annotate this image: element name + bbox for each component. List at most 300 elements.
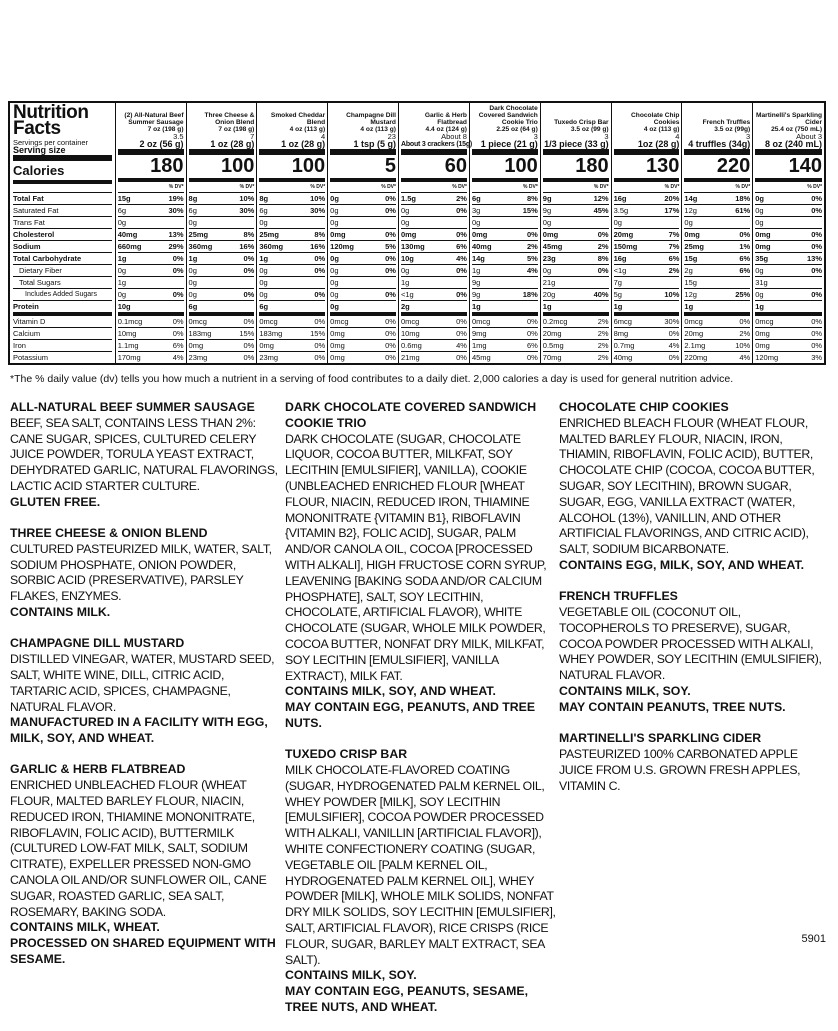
nutrient-amount: 9g [471,290,481,299]
calories-value: 60 [401,155,467,182]
nutrient-row-potassium [189,351,255,363]
nutrient-row-protein [330,300,396,312]
nutrient-dv: 40% [593,290,609,299]
product-column [116,103,187,363]
nutrient-amount: 20mg [684,329,704,338]
product-name: Tuxedo Crisp Bar [554,119,609,126]
nutrient-amount: 35g [755,254,769,263]
panel-title: Nutrition Facts [13,102,89,139]
servings-per-container: 3 [604,132,609,141]
nutrient-dv: 0% [172,317,184,326]
product-name: Smoked Cheddar Blend [270,112,326,126]
nutrient-row-addsug [118,288,184,300]
nutrient-amount: <1g [613,266,627,275]
nutrient-label-vitd [13,312,112,327]
nutrient-row-calcium [401,327,467,339]
nutrient-amount: <1g [400,290,414,299]
nutrient-dv: 45% [593,206,609,215]
nutrient-amount: 360mg [259,242,284,251]
nutrient-amount: 45mg [542,242,563,251]
ingredient-block [10,526,282,621]
nutrient-label: Cholesterol [13,230,55,239]
item-code: 5901 [801,933,826,945]
nutrient-row-fat [401,192,467,204]
nutrient-amount: 0.5mg [542,341,564,350]
nutrient-row-addsug [614,288,680,300]
nutrient-row-chol [118,228,184,240]
nutrient-dv: 0% [811,341,823,350]
nutrient-amount: 0g [188,218,197,227]
nutrient-dv: 16% [239,242,255,251]
nutrient-row-vitd [684,312,750,327]
product-name: French Truffles [702,119,751,126]
dv-header: % DV* [310,184,326,190]
nutrient-amount: 23mg [259,353,279,362]
nutrient-label: Potassium [13,353,49,362]
nutrient-amount: 0mg [330,353,345,362]
nutrient-row-chol [401,228,467,240]
servings-per-container: 3 [533,132,538,141]
serving-size: 1/3 piece (33 g) [543,140,609,155]
nutrient-amount: 0g [613,218,622,227]
nutrient-row-satfat [118,204,184,216]
nutrient-dv: 5% [526,254,538,263]
nutrient-row-protein [189,300,255,312]
nutrient-row-trans [189,216,255,228]
nutrient-row-fiber [684,264,750,276]
product-column [187,103,258,363]
nutrient-row-addsug [401,288,467,300]
nutrient-row-carb [755,252,822,264]
nutrient-dv: 1% [739,242,751,251]
nutrient-amount: 360mg [188,242,213,251]
nutrient-dv: 0% [243,290,255,299]
nutrient-label: Total Carbohydrate [13,254,82,263]
nutrient-amount: 0mg [684,230,700,239]
servings-per-container: 4 [320,132,326,141]
nutrient-dv: 0% [243,254,255,263]
nutrient-amount: 0g [259,278,268,287]
nutrient-amount: 6g [188,302,198,311]
nutrient-amount: 6g [259,302,269,311]
nutrient-dv: 0% [526,230,538,239]
nutrient-amount: 1g [542,302,552,311]
ingredient-list: DARK CHOCOLATE (SUGAR, CHOCOLATE LIQUOR, COCOA BUTTER, MILKFAT, SOY LECITHIN [EMULSIFIER], VANILLA), COOKIE (UNBLEACHED ENRICHED FLOUR [WHEAT FLOUR, NIACIN, REDUCED IRON, THIAMINE MONONITRATE {VITAMIN B1}, RIBOFLAVIN {VITAMIN B2}, FOLIC ACID], SUGAR, PALM AND/OR CANOLA OIL, COCOA [PROCESSED WITH ALKALI], HIGH FRUCTOSE CORN SYRUP, LEAVENING [BAKING SODA AND/OR CALCIUM PHOSPHATE], SALT, SOY LECITHIN, CHOCOLATE, ARTIFICIAL FLAVOR), WHITE CHOCOLATE (SUGAR, WHOLE MILK POWDER, COCOA BUTTER, NONFAT DRY MILK, MILKFAT, SOY LECITHIN [EMULSIFIER], VANILLA EXTRACT), MILK FAT. [285,431,547,683]
nutrient-dv: 4% [739,353,751,362]
nutrient-row-carb [401,252,467,264]
nutrient-dv: 0% [385,266,396,275]
ingredient-title: TUXEDO CRISP BAR [285,747,408,762]
nutrient-row-chol [614,228,680,240]
dv-header: % DV* [807,184,823,190]
nutrient-amount: 2g [400,302,410,311]
nutrient-dv: 20% [664,194,680,203]
nutrient-amount: 0g [330,266,339,275]
ingredient-block [285,747,557,1016]
nutrient-amount: 9mg [471,329,487,338]
product-heading [189,103,255,133]
nutrient-dv: 13% [807,254,823,263]
nutrient-row-fiber [259,264,325,276]
product-heading [684,103,750,133]
ingredients-column-2 [285,400,557,1031]
nutrient-amount: 0mcg [471,317,491,326]
nutrient-dv: 0% [172,329,184,338]
product-heading [118,103,184,133]
nutrient-amount: 0mcg [400,317,420,326]
nutrient-row-vitd [755,312,822,327]
nutrient-row-trans [330,216,396,228]
nutrient-dv: 0% [385,329,396,338]
product-column [470,103,541,363]
nutrient-dv: 61% [735,206,751,215]
nutrient-dv: 2% [597,341,609,350]
allergen-statement: CONTAINS MILK, WHEAT. [10,920,160,935]
nutrient-row-sugars [118,276,184,288]
nutrient-row-sugars [614,276,680,288]
nutrient-amount: 0g [259,290,268,299]
nutrient-row-sodium [614,240,680,252]
ingredient-title: DARK CHOCOLATE COVERED SANDWICH COOKIE TRIO [285,400,537,430]
nutrient-dv: 0% [172,266,184,275]
nutrient-label: Includes Added Sugars [25,291,97,298]
nutrient-row-protein [401,300,467,312]
nutrient-dv: 3% [811,353,823,362]
nutrient-dv: 17% [664,206,680,215]
servings-per-container: About 8 [441,132,467,141]
nutrient-amount: 0g [755,206,764,215]
nutrient-dv: 16% [310,242,326,251]
nutrient-row-protein [472,300,538,312]
nutrient-row-vitd [189,312,255,327]
nutrient-dv: 15% [522,206,538,215]
nutrient-dv: 0% [456,353,467,362]
nutrient-label-trans [13,216,112,228]
nutrient-amount: 0mg [330,341,345,350]
nutrient-dv: 19% [168,194,184,203]
nutrient-dv: 0% [385,194,396,203]
calories-value: 100 [472,155,538,182]
product-heading [330,103,396,133]
nutrient-row-sodium [330,240,396,252]
nutrient-row-fiber [401,264,467,276]
nutrient-amount: 1.5g [400,194,416,203]
nutrient-row-calcium [755,327,822,339]
product-column [612,103,683,363]
nutrient-row-satfat [189,204,255,216]
nutrient-row-fat [543,192,609,204]
nutrient-label: Sodium [13,242,41,251]
nutrient-dv: 0% [456,206,467,215]
product-net-weight: 3.5 oz (99g) [714,126,751,133]
product-heading [614,103,680,133]
nutrient-row-fiber [614,264,680,276]
nutrition-grid [10,103,824,363]
nutrient-row-satfat [614,204,680,216]
nutrient-amount: 20mg [542,329,562,338]
nutrient-row-iron [684,339,750,351]
ingredients-column-3 [559,400,829,810]
nutrient-row-calcium [330,327,396,339]
ingredient-list: MILK CHOCOLATE-FLAVORED COATING (SUGAR, HYDROGENATED PALM KERNEL OIL, WHEY POWDER [MILK], SOY LECITHIN [EMULSIFIER], COCOA POWDER PROCESSED WITH ALKALI, VANILLIN [ARTIFICIAL FLAVOR]), WHITE CONFECTIONERY COATING (SUGAR, VEGETABLE OIL [PALM KERNEL OIL, HYDROGENATED PALM KERNEL OIL], WHEY POWDER [MILK], WHOLE MILK SOLIDS, NONFAT DRY MILK SOLIDS, SOY LECITHIN [EMULSIFIER], SALT, ARTIFICIAL FLAVOR), RICE CRISPS (RICE FLOUR, SUGAR, BARLEY MALT EXTRACT, SEA SALT). [285,763,556,967]
nutrition-facts-panel [8,101,826,365]
product-column [541,103,612,363]
calories-value: 140 [755,155,822,182]
nutrient-amount: 10mg [117,329,137,338]
nutrient-amount: 0g [755,266,764,275]
nutrient-row-carb [259,252,325,264]
nutrient-dv: 6% [668,254,680,263]
nutrient-row-sugars [684,276,750,288]
nutrient-amount: 0mg [755,341,770,350]
nutrient-row-sodium [472,240,538,252]
nutrient-row-satfat [543,204,609,216]
nutrient-row-fiber [543,264,609,276]
nutrient-row-iron [543,339,609,351]
nutrient-row-sodium [684,240,750,252]
nutrient-row-addsug [684,288,750,300]
nutrient-row-chol [755,228,822,240]
calories-value: 180 [118,155,184,182]
nutrient-row-sugars [259,276,325,288]
nutrient-amount: 0mg [259,341,274,350]
nutrient-dv: 0% [385,254,396,263]
nutrient-amount: 2g [684,266,693,275]
product-net-weight: 7 oz (198 g) [218,126,255,133]
nutrient-amount: 0g [117,218,127,227]
nutrient-amount: 12g [684,206,697,215]
nutrient-dv: 0% [243,353,255,362]
ingredient-block [559,731,829,794]
product-name: Chocolate Chip Cookies [631,112,680,126]
nutrient-amount: 0g [117,266,127,275]
nutrient-dv: 0% [172,290,184,299]
ingredient-block [10,400,282,511]
nutrient-row-sugars [189,276,255,288]
nutrient-row-calcium [472,327,538,339]
serving-size: 1 oz (28 g) [259,140,325,155]
nutrient-row-protein [259,300,325,312]
product-name: Dark Chocolate Covered Sandwich Cookie Trio [478,105,538,126]
ingredient-title: THREE CHEESE & ONION BLEND [10,526,208,541]
ingredient-list: CULTURED PASTEURIZED MILK, WATER, SALT, SODIUM PHOSPHATE, ONION POWDER, SORBIC ACID (PRESERVATIVE), PARSLEY FLAKES, ENZYMES. [10,541,272,604]
ingredient-block [559,400,829,574]
nutrient-amount: 23g [542,254,556,263]
nutrient-dv: 2% [526,242,538,251]
nutrient-amount: 70mg [542,353,562,362]
nutrient-amount: 0.6mg [400,341,422,350]
nutrient-amount: 1g [755,302,764,311]
nutrient-amount: 1g [117,254,127,263]
nutrient-dv: 30% [168,206,184,215]
product-net-weight: 3.5 oz (99 g) [570,126,609,133]
nutrient-amount: 25mg [259,230,279,239]
nutrient-row-sodium [755,240,822,252]
nutrient-row-satfat [684,204,750,216]
nutrient-amount: 8mg [613,329,629,338]
nutrient-dv: 7% [668,230,680,239]
nutrient-amount: 0g [330,290,339,299]
nutrient-dv: 0% [739,230,751,239]
nutrient-amount: 0g [755,194,764,203]
nutrient-amount: 0g [471,218,481,227]
nutrient-dv: 0% [243,317,255,326]
nutrient-amount: 21g [542,278,556,287]
nutrient-dv: 6% [739,254,751,263]
nutrient-row-trans [259,216,325,228]
nutrient-dv: 0% [811,230,823,239]
nutrient-amount: 1g [684,302,694,311]
nutrient-label: Calcium [13,329,41,338]
nutrient-amount: 0.1mcg [117,317,143,326]
nutrient-label-iron [13,339,112,351]
nutrient-row-chol [684,228,750,240]
nutrient-amount: 0mg [755,242,771,251]
calories-value: 220 [684,155,750,182]
nutrient-amount: 1mg [471,341,487,350]
nutrient-row-vitd [472,312,538,327]
nutrient-row-addsug [330,288,396,300]
nutrient-amount: 16g [613,194,627,203]
serving-size: 1 tsp (5 g) [330,140,396,155]
calories-value: 5 [330,155,396,182]
nutrient-row-potassium [118,351,184,363]
nutrient-amount: 0g [400,206,410,215]
nutrient-dv: 15% [310,329,326,338]
nutrient-dv: 2% [597,242,609,251]
nutrient-dv: 6% [456,242,467,251]
nutrient-row-trans [118,216,184,228]
nutrient-amount: 0g [330,278,339,287]
nutrient-label-carb [13,252,112,264]
nutrient-row-fat [472,192,538,204]
nutrient-amount: 0g [188,290,197,299]
ingredient-title: GARLIC & HERB FLATBREAD [10,762,186,777]
nutrient-row-fat [755,192,822,204]
nutrient-dv: 10% [310,194,326,203]
nutrient-row-protein [118,300,184,312]
nutrient-amount: 0g [330,254,339,263]
nutrient-label-chol [13,228,112,240]
nutrient-row-iron [614,339,680,351]
nutrient-amount: 16g [613,254,627,263]
nutrient-amount: 0g [330,194,339,203]
nutrient-row-addsug [189,288,255,300]
nutrient-row-fiber [118,264,184,276]
product-name: (2) All-Natural Beef Summer Sausage [124,112,184,126]
nutrient-amount: 0g [684,218,693,227]
nutrient-dv: 0% [811,266,823,275]
nutrient-amount: 15g [117,194,131,203]
ingredient-title: FRENCH TRUFFLES [559,589,678,604]
allergen-statement: CONTAINS MILK, SOY. [559,684,691,699]
nutrient-amount: 0mcg [684,317,703,326]
nutrient-row-chol [259,228,325,240]
nutrient-amount: 0mg [400,230,417,239]
nutrient-row-iron [259,339,325,351]
nutrient-amount: 0mg [755,329,770,338]
nutrient-row-iron [330,339,396,351]
nutrient-dv: 2% [668,266,680,275]
nutrient-amount: 1g [471,266,481,275]
allergen-statement: CONTAINS EGG, MILK, SOY, AND WHEAT. [559,557,805,572]
nutrient-row-trans [543,216,609,228]
dv-header: % DV* [239,184,255,190]
allergen-statement: CONTAINS MILK, SOY, AND WHEAT. [285,684,496,699]
product-name: Martinelli's Sparkling Cider [755,112,823,126]
serving-size: 1oz (28 g) [614,140,680,155]
product-column [753,103,824,363]
calories-label: Calories [13,161,112,184]
ingredient-list: BEEF, SEA SALT, CONTAINS LESS THAN 2%: CANE SUGAR, SPICES, CULTURED CELERY JUICE POWDER, TORULA YEAST EXTRACT, DEHYDRATED GARLIC, NATURAL FLAVORINGS, LACTIC ACID STARTER CULTURE. [10,415,278,493]
nutrient-amount: 0mcg [188,317,207,326]
nutrient-dv: 2% [597,353,609,362]
nutrient-dv: 10% [664,290,680,299]
product-column [682,103,753,363]
nutrient-amount: 6g [471,194,481,203]
nutrient-row-satfat [472,204,538,216]
nutrient-amount: 5g [613,290,622,299]
nutrient-label: Vitamin D [13,317,46,326]
servings-per-container: 23 [387,132,396,141]
nutrient-amount: 0g [400,266,410,275]
nutrient-amount: 0mg [330,230,346,239]
nutrient-row-fat [259,192,325,204]
nutrient-row-sugars [401,276,467,288]
nutrient-row-vitd [614,312,680,327]
nutrient-amount: 1g [471,302,481,311]
nutrient-dv: 0% [456,317,467,326]
serving-size: 4 truffles (34g) [684,140,750,155]
nutrient-amount: 3.5g [613,206,629,215]
nutrient-dv: 4% [668,341,680,350]
dv-header: % DV* [381,184,396,190]
dv-header: % DV* [523,184,538,190]
calories-value: 100 [189,155,255,182]
nutrient-dv: 8% [597,254,609,263]
nutrient-row-fat [189,192,255,204]
serving-size: 1 piece (21 g) [472,140,538,155]
nutrient-amount: 0mcg [755,317,774,326]
nutrient-amount: 183mg [188,329,212,338]
nutrient-dv: 18% [735,194,751,203]
nutrient-row-fat [684,192,750,204]
ingredient-list: PASTEURIZED 100% CARBONATED APPLE JUICE FROM U.S. GROWN FRESH APPLES, VITAMIN C. [559,746,801,793]
nutrient-amount: 8g [188,194,198,203]
nutrient-label-fiber [13,264,112,276]
allergen-statement: MAY CONTAIN PEANUTS, TREE NUTS. [559,699,786,714]
nutrient-row-addsug [259,288,325,300]
nutrient-amount: 150mg [613,242,638,251]
nutrient-row-fiber [755,264,822,276]
serving-size: 2 oz (56 g) [118,140,184,155]
nutrient-amount: 0g [755,218,764,227]
nutrient-dv: 0% [385,317,396,326]
nutrient-row-sodium [401,240,467,252]
servings-per-container: About 3 [796,132,823,141]
nutrient-row-potassium [259,351,325,363]
product-name: Champagne Dill Mustard [346,112,396,126]
nutrient-amount: 1g [613,302,623,311]
nutrient-dv: 0% [314,353,326,362]
nutrient-amount: 12g [684,290,697,299]
nutrient-dv: 29% [168,242,184,251]
nutrient-amount: 20g [542,290,556,299]
nutrient-row-calcium [684,327,750,339]
nutrient-amount: 40mg [613,353,633,362]
nutrient-amount: 0g [330,206,339,215]
nutrient-amount: 0mg [471,230,488,239]
